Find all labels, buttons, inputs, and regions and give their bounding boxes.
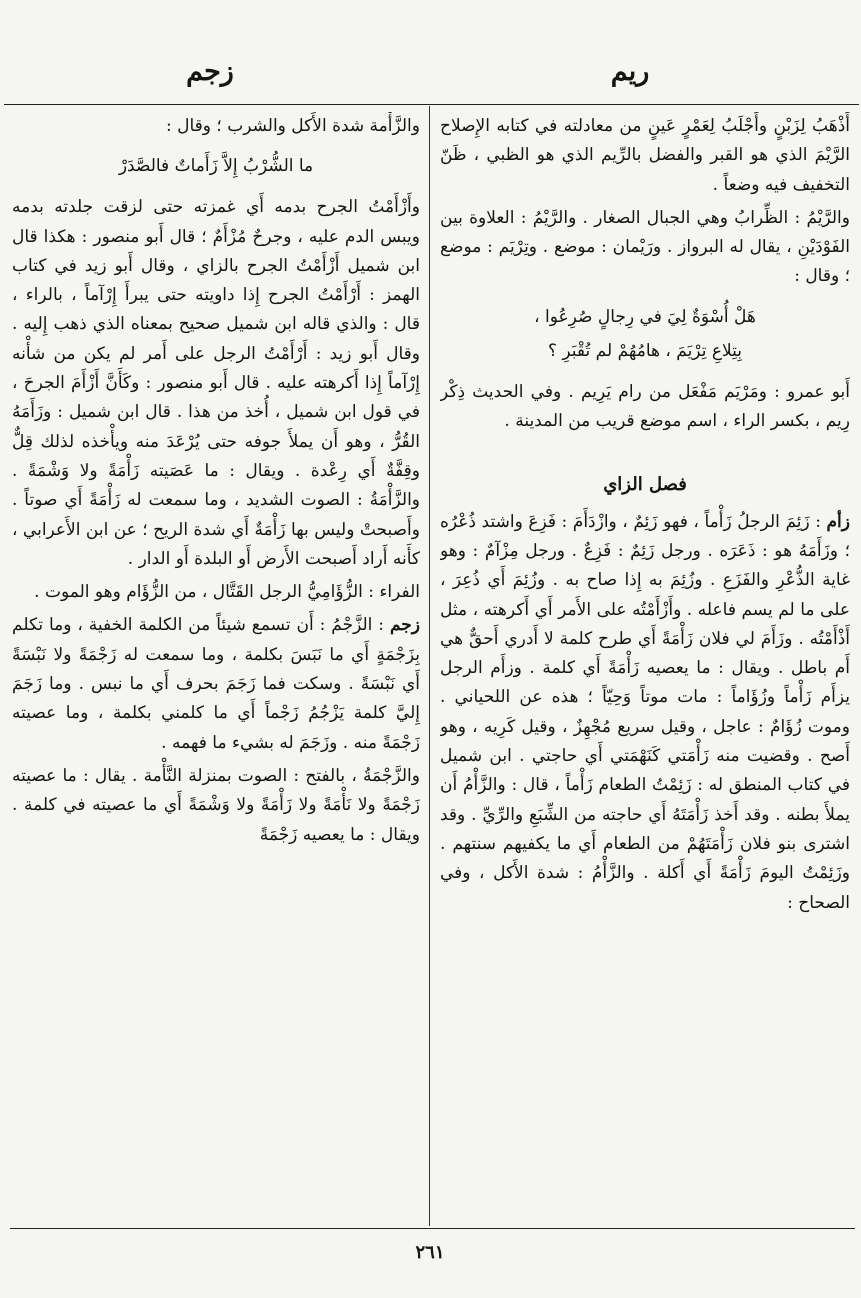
headword: زأم [826, 511, 850, 532]
entry-paragraph: أَذْهَبُ لِزَبْنٍ وأَجْلَبُ لِعَمْرٍ عَينٍ من معادلته في كتابه الإِصلاح الرَّيْمَ الذي هو القبر والفضل بالرِّيم الذي هو الظبي ، ظَنّ التخفيف فيه وضعاً . [440, 116, 850, 195]
running-head-right: ريم [610, 56, 650, 87]
page-number: ٢٦١ [415, 1242, 445, 1263]
poetry-verse [12, 149, 420, 183]
entry-paragraph: الفراء : الزُّؤَامِيُّ الرجل القَتَّال ، من الزُّؤَام وهو الموت . [34, 582, 420, 603]
entry-paragraph [440, 508, 850, 918]
entry-paragraph: والزَّأْمة شدة الأَكل والشرب ؛ وقال : [166, 116, 420, 136]
header-rule [4, 104, 859, 105]
column-divider [429, 106, 430, 1226]
entry-paragraph: أَبو عمرو : ومَرْيَم مَفْعَل من رام يَرِيم . وفي الحديث ذِكْر رِيم ، بكسر الراء ، اسم موضع قريب من المدينة . [440, 381, 850, 432]
headword: زجم [389, 615, 420, 636]
verse-line: ما الشُّرْبُ إِلاَّ زَأَماتٌ فالصَّدَرْ [118, 156, 314, 177]
entry-text: : الزَّجْمُ : أَن تسمع شيئاً من الكلمة الخفية ، وما تكلم بِزَجْمَةٍ أَي ما نَبَسَ بكلمة ، وما سمعت له زَجْمَةً ولا نَبْسَةً أَي نَبْسَةً . وسكت فما زَجَمَ بحرف أَي ما نبس . وما زَجَمَ إِليَّ كلمة يَزْجُمُ زَجْماً أَي ما كلمني بكلمة ، وما عصيته زَجْمَةً منه . وزَجَمَ له بشيء ما فهمه . [12, 615, 420, 753]
entry-paragraph [12, 611, 420, 757]
section-title: فصل الزاي [603, 474, 687, 496]
footer-rule [10, 1228, 855, 1229]
entry-paragraph: والزَّجْمَةُ ، بالفتح : الصوت بمنزلة النَّأْمة . يقال : ما عصيته زَجْمَةً ولا نَأْمَةً ولا زَأْمَةً ولا وَشْمَةً أَي ما عصيته في كلمة . ويقال : ما يعصيه زَجْمَةً [12, 765, 420, 845]
verse-line: هَلْ أُسْوَةٌ لِيَ في رِجالٍ صُرِعُوا ، [534, 306, 756, 327]
entry-paragraph: وأَزْأَمْتُ الجرح بدمه أَي غمزته حتى لزقت جلدته بدمه ويبس الدم عليه ، وجرحٌ مُزْأَمٌ ؛ قال أَبو منصور : هكذا قال ابن شميل أَزْأَمْتُ الجرح بالزاي ، وقال أَبو زيد في كتاب الهمز : أَرْأَمْتُ الجرح إِذا داويته حتى يبرأَ إِرْآماً ، بالراء ، قال : والذي قاله ابن شميل صحيح بمعناه الذي ذهب إِليه . وقال أَبو زيد : أَرْأَمْتُ الرجل على أَمر لم يكن من شأْنه إِرْآماً إِذا أَكرهته عليه . قال أَبو منصور : وكَأَنَّ أَزْأَمَ الجرحَ ، في قول ابن شميل ، أُخذ من هذا . قال ابن شميل : وزَأَمَهُ القُرُّ ، وهو أَن يملأَ جوفه حتى يُرْعَدَ منه ويأْخذه لذلك قِلٌّ وقِفَّةٌ أَي رِعْدة . ويقال : ما عَصَيته زَأْمَةً ولا وَشْمَةً . والزَّأْمَةُ : الصوت الشديد ، وما سمعت له زَأْمَةً أَي صوتاً . وأَصبحتْ وليس بها زَأْمَةٌ أَي شدة الريح ؛ عن ابن الأَعرابي ، كأَنه أَراد أَصبحت الأَرض أَو البلدة أَو الدار . [12, 197, 420, 569]
right-column [440, 112, 850, 1224]
left-column [12, 112, 420, 1224]
poetry-verse [440, 300, 850, 368]
running-head-left: زجم [186, 56, 234, 87]
entry-paragraph: والرَّيْمُ : الظِّرابُ وهي الجبال الصغار . والرَّيْمُ : العلاوة بين الفَوْدَيْنِ ، يقال له البرواز . ورَيْمان : موضع . وتِرْيَم : موضع ؛ وقال : [440, 207, 850, 287]
entry-text: : زَئِمَ الرجلُ زَأْماً ، فهو زَئِمٌ ، وازْدَأَمَ : فَزِعَ واشتد ذُعْرُه ؛ وزَأَمَهُ هو : ذَعَرَه . ورجل زَئِمٌ : فَزِعٌ . ورجل مِزْآمٌ : وهو غاية الذُّعْرِ والفَزَعِ . وزُئِمَ به إِذا صاح به . وزُئِمَ أَي ذُعِرَ ، على ما لم يسم فاعله . وأَزْأَمْتُه على الأَمر أَي أَكرهته ، مثل أَذْأَمْتُه . وزَأَمَ لي فلان زَأْمَةً أَي طرح كلمة لا أَدري أَحقٌّ هي أَم باطل . ويقال : ما يعصيه زَأْمَةً أَي كلمة . وزأَم الرجل يزأَم زَأْماً وزُؤَاماً : مات موتاً وَحِيّاً ؛ هذه عن اللحياني . وموت زُؤَامٌ : عاجل ، وقيل سريع مُجْهِزٌ ، وقيل كَرِيه ، وهو أَصح . وقضيت منه زَأْمَتي كَنَهْمَتي أَي حاجتي . ابن شميل في كتاب المنطق له : زَئِمْتُ الطعام زَأْماً ، قال : والزَّأْمُ أَن يملأَ بطنه . وقد أَخذ زَأْمَتَهُ أَي حاجته من الشِّبَعِ والرِّيِّ . وقد اشترى بنو فلان زَأْمَتَهُمْ من الطعام أَي ما يكفيهم سنتهم . وزَئِمْتُ اليومَ زَأْمَةً أَي أَكلة . والزَّأْمُ : شدة الأَكل ، وفي الصحاح : [440, 511, 850, 913]
verse-line: بِتِلاعِ تِرْيَمَ ، هامُهُمْ لم تُقْبَرِ ؟ [548, 340, 742, 361]
